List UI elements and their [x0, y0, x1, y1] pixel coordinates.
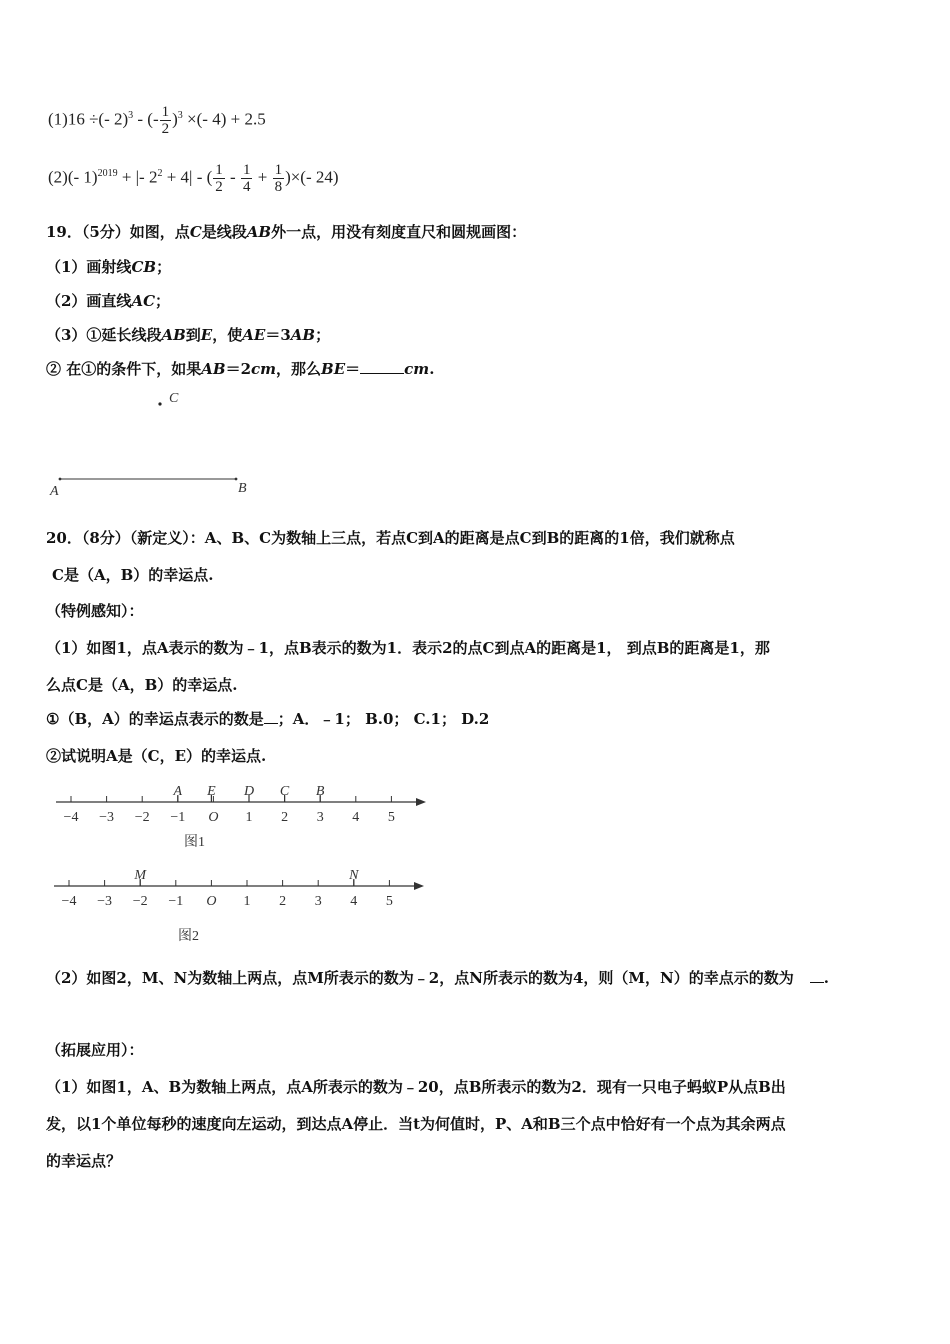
tick-marks [69, 880, 389, 886]
point-label: A [173, 784, 183, 799]
q20-line-4: （1）如图1，点A表示的数为﹣1，点B表示的数为1．表示2的点C到点A的距离是1， 到点B的距离是1，那 [46, 639, 770, 657]
tick-label: 4 [352, 810, 360, 825]
q19-step-2: （2）画直线AC； [46, 292, 171, 310]
tick-marks [71, 796, 391, 802]
q20-line-6: ①（B，A）的幸运点表示的数是 ；A．﹣1； B.0； C.1； D.2 [46, 710, 490, 728]
tick-label: 4 [350, 894, 358, 909]
q20-line-9: （拓展应用）： [46, 1041, 144, 1059]
tick-label: 2 [279, 894, 287, 909]
answer-blank[interactable] [360, 361, 404, 374]
q19-step-4: ② 在①的条件下，如果AB＝2cm，那么BE＝ cm. [46, 360, 435, 378]
q20-line-1: 20．（8分）（新定义）：A、B、C为数轴上三点，若点C到A的距离是点C到B的距离的1倍，我们就称点 [46, 529, 735, 547]
label-a: A [50, 484, 59, 499]
tick-label: 2 [281, 810, 289, 825]
point-label: C [279, 784, 290, 799]
answer-blank[interactable] [264, 711, 278, 724]
q20-line-3: （特例感知）： [46, 602, 144, 620]
point-label: M [134, 868, 147, 883]
point-a [59, 478, 62, 481]
answer-blank[interactable] [810, 970, 824, 983]
figure-1-caption: 图1 [184, 835, 205, 850]
tick-label: −4 [61, 894, 77, 909]
q20-line-11: 发，以1个单位每秒的速度向左运动，到达点A停止．当t为何值时，P、A和B三个点中恰好有一个点为其余两点 [46, 1115, 786, 1133]
arrow-head [414, 882, 424, 890]
tick-label: 3 [314, 894, 322, 909]
point-label: N [349, 868, 359, 883]
q20-line-5: 么点C是（A，B）的幸运点. [46, 676, 238, 694]
expression-1: (1)16 ÷(- 2)$^3$ - (- $\frac{1}{2}$ )$^3$ ×(- 4) + 2.5 [48, 104, 266, 137]
tick-label: O [206, 894, 217, 909]
fraction-1: $\frac{1}{2}$ [215, 162, 223, 195]
tick-label: 5 [387, 810, 395, 825]
tick-label: −1 [170, 810, 186, 825]
arrow-head [416, 798, 426, 806]
tick-label: 5 [385, 894, 393, 909]
number-line-figure-1 [50, 778, 440, 853]
fraction-2: $\frac{1}{4}$ [242, 162, 251, 195]
tick-label: −2 [132, 894, 148, 909]
q20-line-7: ②试说明A是（C，E）的幸运点. [46, 747, 267, 765]
tick-labels [62, 894, 393, 909]
tick-label: −3 [99, 810, 115, 825]
q20-line-8: （2）如图2，M、N为数轴上两点，点M所表示的数为﹣2，点N所表示的数为4，则（M，N）的幸点示的数为 . [46, 969, 829, 987]
fraction-half: $\frac{1}{2}$ [161, 104, 170, 137]
tick-labels [64, 810, 395, 825]
q19-heading: 19．（5分）如图，点C是线段AB外一点，用没有刻度直尺和圆规画图： [46, 223, 527, 241]
tick-label: −2 [134, 810, 150, 825]
q20-line-12: 的幸运点？ [46, 1152, 122, 1170]
q20-line-10: （1）如图1，A、B为数轴上两点，点A所表示的数为﹣20，点B所表示的数为2．现有一只电子蚂蚁P从点B出 [46, 1078, 786, 1096]
point-labels [133, 868, 359, 886]
tick-label: −1 [168, 894, 184, 909]
q20-line-2: C是（A，B）的幸运点. [52, 566, 214, 584]
tick-label: −3 [97, 894, 113, 909]
point-label: B [315, 784, 325, 799]
point-labels [173, 784, 325, 802]
tick-label: 1 [243, 894, 251, 909]
point-label: E [207, 784, 216, 799]
q19-step-1: （1）画射线CB； [46, 258, 172, 276]
label-c: C [169, 391, 179, 406]
segment-figure [40, 380, 270, 500]
tick-label: −4 [63, 810, 79, 825]
expression-2: (2)(- 1)$^{2019}$ + |- $2^2 + 4|$ - ( $\frac{1}{2}$ - $\frac{1}{4}$ + $\frac{1}{8}$ )×(- 24) [48, 162, 339, 195]
number-line-figure-2 [50, 862, 440, 947]
q19-step-3: （3）①延长线段AB到E，使AE＝3AB； [46, 326, 331, 344]
tick-label: 1 [245, 810, 253, 825]
fraction-3: $\frac{1}{8}$ [274, 162, 283, 195]
label-b: B [238, 481, 247, 496]
point-c [158, 402, 161, 405]
tick-label: O [208, 810, 219, 825]
point-b [235, 478, 238, 481]
tick-label: 3 [316, 810, 324, 825]
figure-2-caption: 图2 [178, 929, 199, 944]
point-label: D [243, 784, 255, 799]
